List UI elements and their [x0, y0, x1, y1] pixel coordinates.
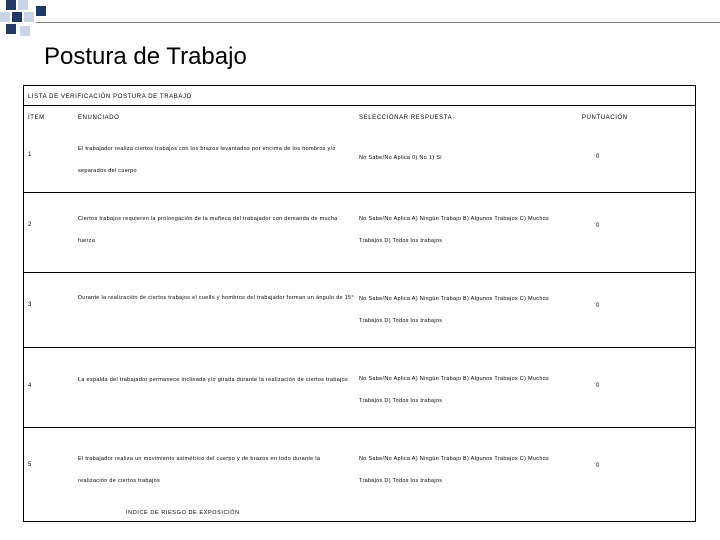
row-1-item: 1 [28, 152, 32, 158]
top-rule [36, 22, 720, 23]
row-1-statement: El trabajador realiza ciertos trabajos con los brazos levantados por encima de los hombros y/o separados del cuerpo [78, 146, 336, 174]
row-2-statement: Ciertos trabajos requieren la prolongación de la muñeca del trabajador con demanda de mucha fuerza [78, 216, 338, 244]
header-item: ÍTEM [28, 115, 45, 121]
row-4-score: 0 [596, 383, 600, 389]
divider [24, 347, 695, 348]
row-3-score: 0 [596, 303, 600, 309]
row-5-item: 5 [28, 462, 32, 468]
divider [24, 105, 695, 106]
row-2-answer: No Sabe/No Aplica A) Ningún Trabajo B) Algunos Trabajos C) Muchos Trabajos D) Todos los trabajos [359, 216, 550, 244]
header-answer: SELECCIONAR RESPUESTA [359, 115, 453, 121]
row-4-item: 4 [28, 383, 32, 389]
checklist-table [23, 85, 696, 522]
row-1-score: 0 [596, 154, 600, 160]
corner-decoration [0, 0, 60, 40]
row-5-answer: No Sabe/No Aplica A) Ningún Trabajo B) Algunos Trabajos C) Muchos Trabajos D) Todos los trabajos [359, 456, 550, 484]
divider [24, 272, 695, 273]
risk-index-label: ÍNDICE DE RIESGO DE EXPOSICIÓN [126, 510, 240, 516]
divider [24, 427, 695, 428]
row-5-statement: El trabajador realiza un movimiento asimétrico del cuerpo y de brazos en todo durante la realización de ciertos trabajos [78, 456, 321, 484]
form-title: LISTA DE VERIFICACIÓN POSTURA DE TRABAJO [28, 94, 192, 100]
row-4-answer: No Sabe/No Aplica A) Ningún Trabajo B) Algunos Trabajos C) Muchos Trabajos D) Todos los trabajos [359, 376, 550, 404]
row-4-statement: La espalda del trabajador permanece inclinada y/o girada durante la realización de ciertos trabajos [78, 377, 349, 383]
header-score: PUNTUACIÓN [582, 115, 628, 121]
row-1-answer: No Sabe/No Aplica 0) No 1) Sí [359, 155, 442, 161]
row-5-score: 0 [596, 463, 600, 469]
row-3-statement: Durante la realización de ciertos trabajos el cuello y hombros del trabajador forman un ángulo de 15° [78, 295, 354, 301]
header-statement: ENUNCIADO [78, 115, 120, 121]
row-2-item: 2 [28, 222, 32, 228]
row-3-item: 3 [28, 302, 32, 308]
row-3-answer: No Sabe/No Aplica A) Ningún Trabajo B) Algunos Trabajos C) Muchos Trabajos D) Todos los trabajos [359, 296, 550, 324]
row-2-score: 0 [596, 223, 600, 229]
divider [24, 192, 695, 193]
page-title: Postura de Trabajo [44, 43, 247, 70]
